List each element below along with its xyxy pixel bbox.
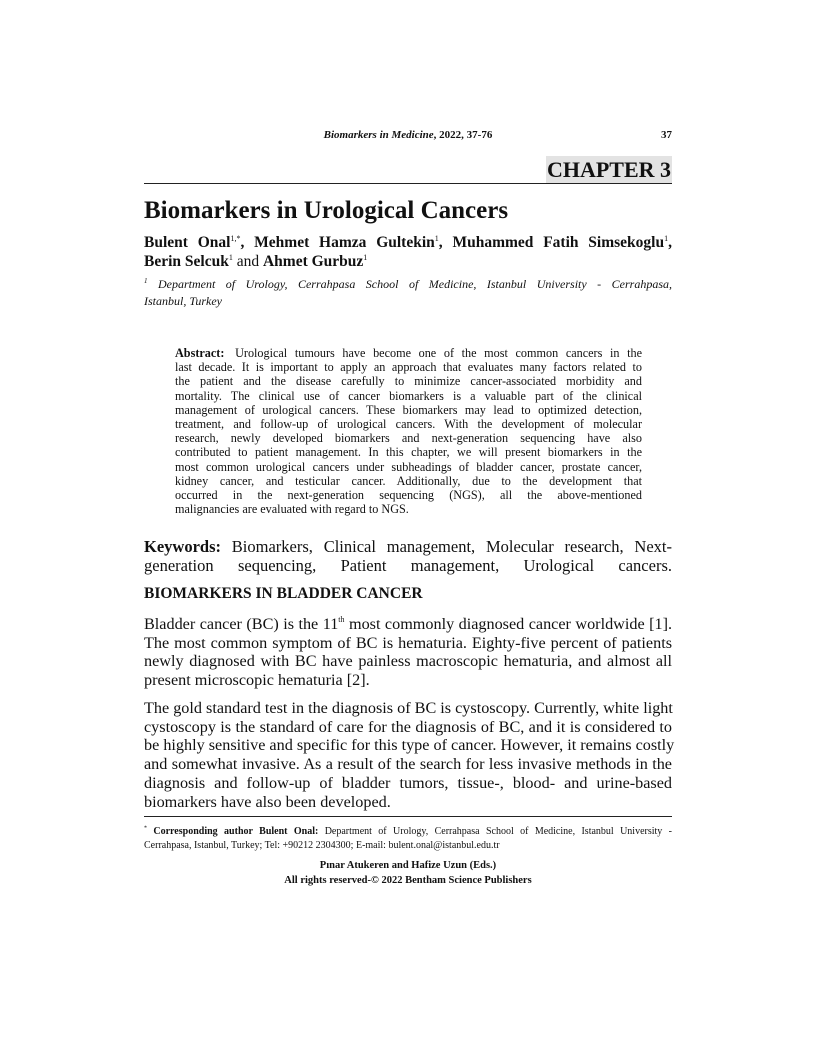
keywords [144, 537, 672, 575]
journal-year-pages: , 2022, 37-76 [433, 129, 493, 141]
publisher-info [144, 859, 672, 888]
abstract-line: treatment, and follow-up of urological cancers. With the development of molecular [175, 417, 642, 432]
paragraph-line: The most common symptom of BC is hematuria. Eighty-five percent of patients [144, 633, 672, 652]
abstract [175, 346, 642, 516]
abstract-line: contributed to patient management. In this chapter, we will present biomarkers in the [175, 445, 642, 460]
author: Bulent Onal [144, 234, 231, 251]
author-affiliation-mark: 1 [664, 234, 669, 243]
paragraph-line: present microscopic hematuria [2]. [144, 671, 370, 690]
abstract-line: malignancies are evaluated with regard to NGS. [175, 502, 409, 517]
author: Mehmet Hamza Gultekin [254, 234, 435, 251]
affiliation-line: Department of Urology, Cerrahpasa School of Medicine, Istanbul University - Cerrahpasa, [157, 277, 672, 291]
footnote-mark: * [144, 825, 147, 832]
author: Ahmet Gurbuz [262, 253, 364, 270]
paragraph [144, 615, 672, 690]
paragraph-text: Bladder cancer (BC) is the 11 [144, 615, 339, 633]
keywords-label: Keywords: [144, 537, 221, 556]
abstract-line: the patient and the disease carefully to minimize cancer-associated morbidity and [175, 374, 642, 389]
abstract-line: last decade. It is important to apply an approach that evaluates many factors related to [175, 360, 642, 375]
abstract-label: Abstract: [175, 346, 225, 360]
author-separator: , [668, 234, 672, 251]
keywords-line: Biomarkers, Clinical management, Molecular research, Next- [231, 537, 672, 556]
abstract-line: Urological tumours have become one of the most common cancers in the [235, 346, 643, 360]
chapter-label: CHAPTER 3 [546, 157, 671, 182]
author-affiliation-mark: 1 [228, 253, 233, 262]
journal-citation [324, 128, 493, 142]
paragraph [144, 699, 675, 811]
paragraph-line: diagnosis and follow-up of bladder tumors, tissue-, blood- and urine-based [144, 773, 672, 792]
footnote-text: Department of Urology, Cerrahpasa School of Medicine, Istanbul University - [318, 826, 673, 837]
journal-title: Biomarkers in Medicine [323, 129, 434, 141]
paragraph-line: cystoscopy is the standard of care for the diagnosis of BC, and it is considered to [144, 717, 672, 736]
author-separator: , [438, 234, 453, 251]
footnote-label: Corresponding author Bulent Onal: [153, 826, 319, 837]
header-divider [144, 183, 672, 184]
paragraph-line: The gold standard test in the diagnosis of BC is cystoscopy. Currently, white light [144, 699, 673, 717]
footnote-text: Cerrahpasa, Istanbul, Turkey; Tel: +90212 2304300; E-mail: bulent.onal@istanbul.edu.tr [144, 839, 500, 851]
author-list [144, 233, 672, 271]
author-separator: , [240, 234, 255, 251]
abstract-line: research, newly developed biomarkers and next-generation sequencing have also [175, 431, 642, 446]
author-affiliation-mark: 1 [434, 234, 439, 243]
page-number: 37 [661, 129, 672, 141]
footnote-divider [144, 816, 672, 817]
copyright: All rights reserved-© 2022 Bentham Science Publishers [284, 874, 532, 886]
abstract-line: management of urological cancers. These biomarkers may lead to optimized detection, [175, 402, 642, 417]
abstract-line: most common urological cancers under subheadings of bladder cancer, prostate cancer, [175, 459, 642, 474]
paragraph-text: most commonly diagnosed cancer worldwide [1]. [344, 615, 673, 633]
running-head [144, 128, 672, 142]
ordinal-suffix: th [338, 615, 345, 624]
abstract-line: occurred in the next-generation sequencing (NGS), all the above-mentioned [175, 488, 642, 503]
chapter-title: Biomarkers in Urological Cancers [144, 197, 509, 224]
paragraph-line: newly diagnosed with BC have painless macroscopic hematuria, and almost all [144, 652, 672, 671]
affiliation-line: Istanbul, Turkey [144, 294, 222, 308]
footnote [144, 825, 672, 852]
abstract-line: kidney cancer, and testicular cancer. Additionally, due to the development that [175, 473, 642, 488]
author-affiliation-mark: 1,* [230, 234, 241, 243]
author: Berin Selcuk [144, 253, 229, 270]
affiliation-mark: 1 [144, 277, 148, 285]
author-separator: and [232, 253, 263, 270]
author: Muhammed Fatih Simsekoglu [452, 234, 665, 251]
section-heading: BIOMARKERS IN BLADDER CANCER [144, 585, 423, 602]
paragraph-line: and somewhat invasive. As a result of the search for less invasive methods in the [144, 755, 672, 774]
paragraph-line: be highly sensitive and specific for this type of cancer. However, it remains costly [144, 736, 675, 755]
abstract-line: mortality. The clinical use of cancer biomarkers is a valuable part of the clinical [175, 388, 642, 403]
keywords-line: generation sequencing, Patient management, Urological cancers. [144, 556, 672, 575]
affiliation [144, 276, 672, 310]
paragraph-line: biomarkers have also been developed. [144, 792, 391, 811]
editors: Pınar Atukeren and Hafize Uzun (Eds.) [319, 860, 497, 871]
author-affiliation-mark: 1 [363, 253, 368, 262]
